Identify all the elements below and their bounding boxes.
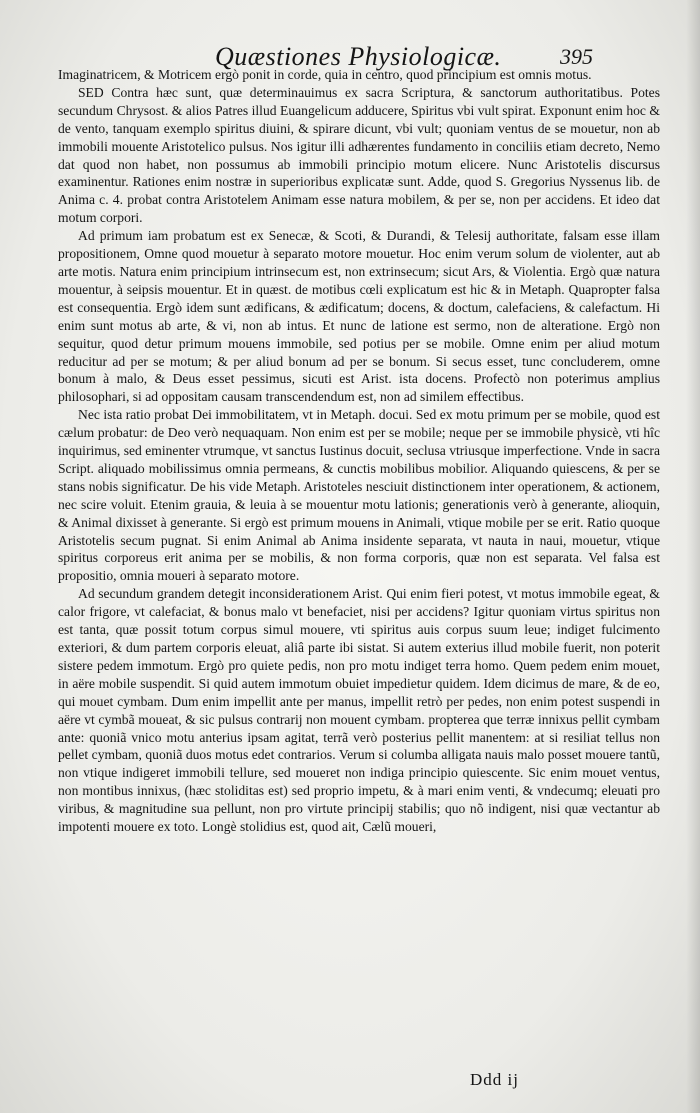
page-edge-shadow	[686, 0, 700, 1113]
paragraph-1: Imaginatricem, & Motricem ergò ponit in corde, quia in centro, quod principium est omnis motus.	[58, 67, 592, 82]
paragraph-2: SED Contra hæc sunt, quæ determinauimus ex sacra Scriptura, & sanctorum authoritatibus. Potes secundum Chrysost. & alios Patres illud Euangelicum adducere, Spiritus vbi vult spirat. Exponunt enim hoc & de vento, tanquam exemplo spiritus diuini, & spirare dicunt, vbi vult; quoniam ventus de se mouetur, non ab immobili mouente Aristotelico pulsus. Nos igitur illi adhærentes fundamento in conciliis etiam decreto, Nemo dat quod non habet, non possumus ab immobili principio motum elicere. Nunc Aristotelis discursus examinentur. Rationes enim nostræ in superioribus explicatæ sunt. Adde, quod S. Gregorius Nyssenus lib. de Anima c. 4. probat contra Aristotelem Animam esse natura mobilem, & per se, non per accidens. Et ideo dat motum corpori.	[58, 84, 660, 226]
running-title: Quæstiones Physiologicæ.	[215, 42, 502, 71]
paragraph-5: Ad secundum grandem detegit inconsiderationem Arist. Qui enim fieri potest, vt motus immobile egeat, & calor frigore, vt calefaciat, & bonus malo vt benefaciet, nisi per accidens? Igitur quoniam virtus spiritus non est tanta, quæ possit totum corpus simul mouere, vti spiritus auis corpus suum leue; indiget fulcimento exteriori, & dum partem corporis eleuat, aliâ parte ibi sistat. Si autem exterius illud mobile fuerit, non poterit sistere pedem immotum. Ergò pro quiete pedis, non pro motu indiget terra homo. Quem pedem enim mouet, in aëre mobile suspendit. Si quid autem immotum obuiet impedietur quidem. Idem dicimus de mare, & de eo, qui mouet cymbam. Dum enim impellit ante per manus, impellit retrò per pedes, non enim potest suspendi in aëre vt cymbã moueat, & sic pulsus contrarij non mouent cymbam. propterea que terræ innixus pellit cymbam ante: quoniã vnico motu anterius ipsam agitat, terrã verò posterius pellit manentem: at si resiliat tellus non pellet cymbam, quoniã duos motus edet contrarios. Verum si columba alligata nauis malo posset mouere tantũ, non vtique indigeret immobili tellure, sed moueret non indiga principio quiescente. Sic enim mouet ventus, non montibus innixus, (hæc stoliditas est) sed proprio impetu, & à mari enim venti, & vndecumq; eleuati pro viribus, & magnitudine sua pellunt, non pro virtute principij stabilis; quo nõ indigent, nisi quæ vectantur ab impotenti mouere ex toto. Longè stolidius est, quod ait, Cælũ moueri,	[58, 586, 660, 835]
page-number: 395	[560, 44, 593, 69]
paragraph-4: Nec ista ratio probat Dei immobilitatem, vt in Metaph. docui. Sed ex motu primum per se mobile, quod est cælum probatur: de Deo verò nequaquam. Non enim est per se mobile; neque per se immobile physicè, vti hîc inquirimus, sed eminenter vtrumque, vt sanctus Iustinus docuit, seclusa vtriusque imperfectione. Vnde in sacra Script. aliquado mobilissimus omnia permeans, & cunctis mobilibus mobilior. Aliquando quiescens, & per se stans nobis significatur. De his vide Metaph. Aristoteles nesciuit distinctionem inter operationem, & actionem, nec scire voluit. Etenim grauia, & leuia à se mouentur motu lationis; generationis verò à generante, alioquin, & Animal dixisset à generante. Si ergò est primum mouens in Animali, vtique mobile per se erit. Ratio quoque Aristotelis secum pugnat. Si enim Animal ab Anima insidente separata, vt nauta in naui, mouetur, vtique spiritus corporeus erit anima per se mobilis, & non forma corporis, quæ non est separata. Vel falsa est propositio, omnia moueri à separato motore.	[58, 407, 660, 584]
signature-mark: Ddd ij	[470, 1070, 519, 1089]
paragraph-3: Ad primum iam probatum est ex Senecæ, & Scoti, & Durandi, & Telesij authoritate, falsam esse illam propositionem, Omne quod mouetur à separato motore mouetur. Hoc enim verum solum de violenter, aut ab arte motis. Natura enim principium intrinsecum est, non extrinsecum; sicut Ars, & Violentia. Ergò quæ natura mouentur, à seipsis mouentur. Et in quæst. de motibus cœli explicatum est hic & in Metaph. Quapropter falsa est consequentia. Ergò idem sunt ædificans, & ædificatum; docens, & doctum, calefaciens, & calefactum. Hi enim sunt motus ab arte, & vi, non ab intus. Et nunc de latione est sermo, non de alteratione. Ergò non sequitur, quod detur primum mouens immobile, sed potius per se mobile. Omne enim per aliud motum reducitur ad per se motum; & per aliud bonum ad per se bonum. Si secus esset, tunc concluderem, omne bonum à malo, & Deus esset pessimus, sicuti est Arist. ista docens. Profectò non poterimus amplius philosophari, si ad oppositam causam transcendendum est, non ad similem effectibus.	[58, 228, 660, 405]
body-text	[58, 66, 660, 836]
